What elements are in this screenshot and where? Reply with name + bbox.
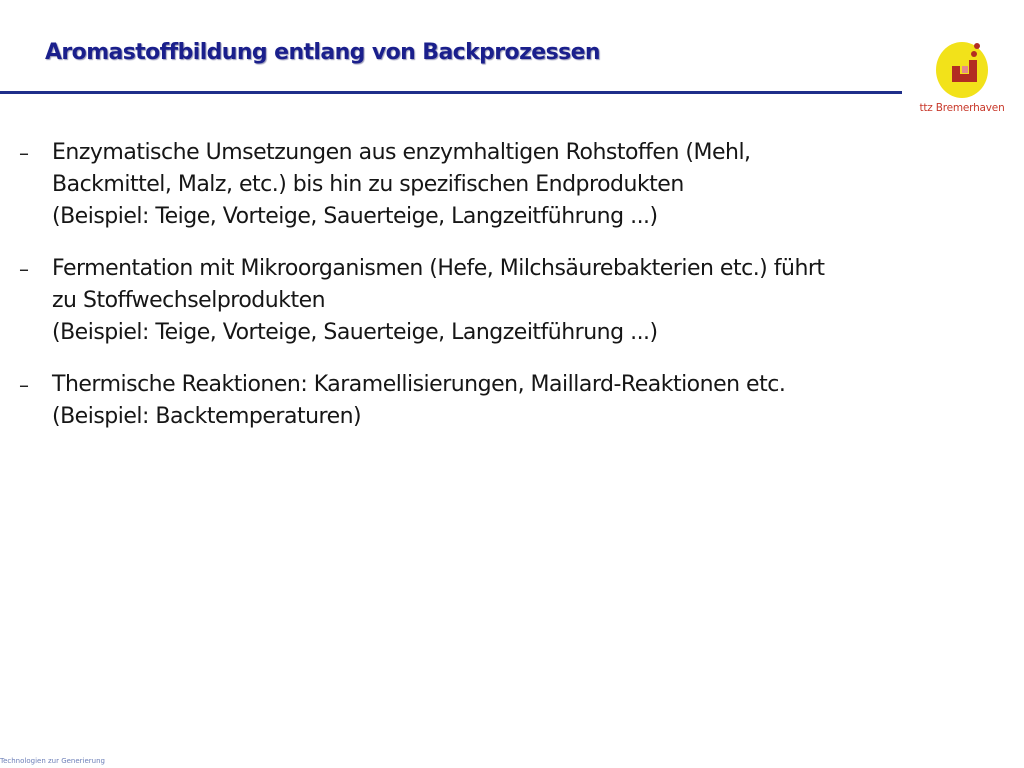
logo-block-left xyxy=(952,66,960,82)
bullet-line: (Beispiel: Teige, Vorteige, Sauerteige, Langzeitführung ...) xyxy=(52,204,658,229)
bullet-dash-icon: – xyxy=(19,141,29,165)
ttz-logo xyxy=(916,36,1008,120)
bullet-list xyxy=(0,137,1000,453)
bullet-item-fermentation xyxy=(0,253,1000,349)
bullet-line: (Beispiel: Teige, Vorteige, Sauerteige, Langzeitführung ...) xyxy=(52,320,658,345)
bullet-line: zu Stoffwechselprodukten xyxy=(52,288,326,313)
slide-title: Aromastoffbildung entlang von Backprozessen xyxy=(45,40,600,65)
bullet-line: Fermentation mit Mikroorganismen (Hefe, Milchsäurebakterien etc.) führt xyxy=(52,256,825,281)
bullet-dash-icon: – xyxy=(19,373,29,397)
logo-block-base xyxy=(960,74,970,82)
title-underline xyxy=(0,91,902,94)
logo-block-accent xyxy=(962,66,968,73)
bullet-item-thermal xyxy=(0,369,1000,433)
bullet-line: Enzymatische Umsetzungen aus enzymhaltigen Rohstoffen (Mehl, xyxy=(52,140,751,165)
logo-dot-top xyxy=(974,43,980,49)
bullet-item-enzymatic xyxy=(0,137,1000,233)
bullet-line: Thermische Reaktionen: Karamellisierungen, Maillard-Reaktionen etc. xyxy=(52,372,786,397)
bullet-line: (Beispiel: Backtemperaturen) xyxy=(52,404,362,429)
logo-block-right xyxy=(969,60,977,82)
logo-dot-mid xyxy=(971,51,977,57)
footer-text: Technologien zur Generierung xyxy=(0,757,105,765)
logo-text: ttz Bremerhaven xyxy=(919,102,1005,114)
ttz-logo-icon xyxy=(930,36,994,100)
bullet-dash-icon: – xyxy=(19,257,29,281)
bullet-line: Backmittel, Malz, etc.) bis hin zu spezifischen Endprodukten xyxy=(52,172,684,197)
